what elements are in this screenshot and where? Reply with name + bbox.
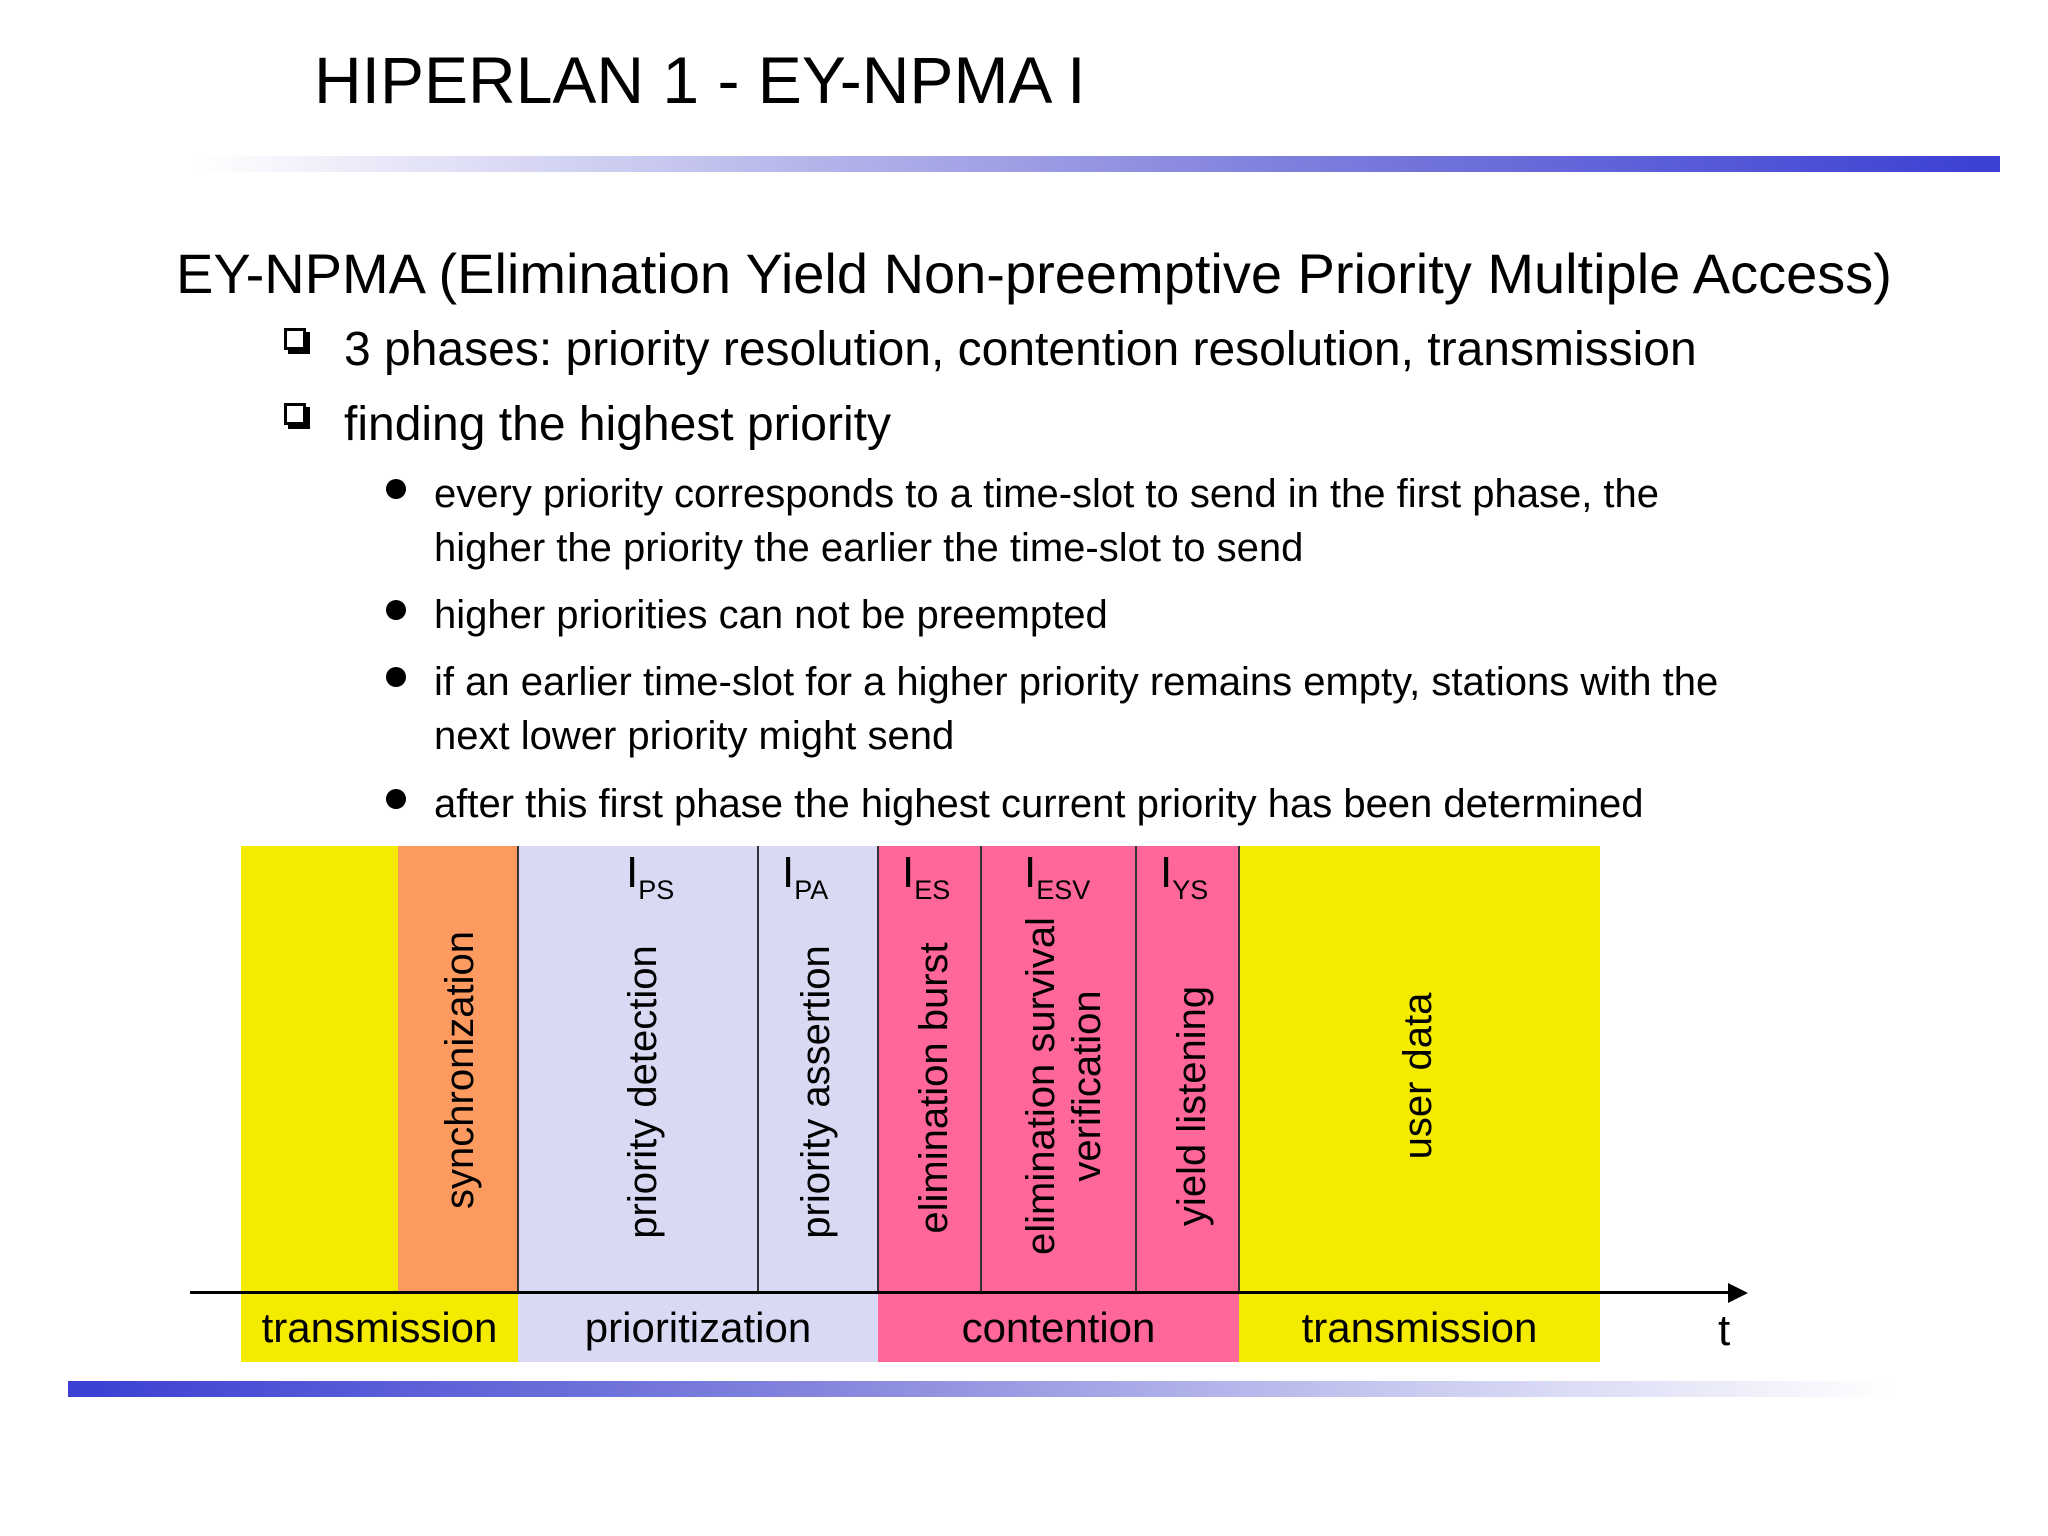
- group-contention: contention: [878, 1294, 1239, 1362]
- title-underline-bar: [196, 156, 2000, 172]
- label-priority-assertion: priority assertion: [794, 945, 838, 1239]
- slide-title: HIPERLAN 1 - EY-NPMA I: [314, 43, 1086, 117]
- interval-symbol-ips: $I_{PS}$: [626, 848, 675, 905]
- time-axis-line: [190, 1291, 1732, 1294]
- phase-divider: [877, 846, 879, 1292]
- bullet-box-icon: [284, 403, 306, 425]
- bullet-phases: 3 phases: priority resolution, contention resolution, transmission: [344, 323, 1697, 376]
- label-elimination-burst: elimination burst: [912, 942, 956, 1234]
- main-heading: EY-NPMA (Elimination Yield Non-preemptive Priority Multiple Access): [176, 242, 1892, 305]
- group-transmission: transmission: [241, 1294, 518, 1362]
- label-user-data: user data: [1396, 992, 1440, 1160]
- phase-divider: [1238, 846, 1240, 1292]
- time-axis-label: t: [1718, 1306, 1731, 1355]
- sub-bullet-line: higher priorities can not be preempted: [434, 593, 1108, 637]
- interval-symbol-ipa: $I_{PA}$: [782, 848, 829, 905]
- bullet-dot-icon: [386, 667, 406, 687]
- label-priority-detection: priority detection: [621, 945, 665, 1239]
- label-elimination-survival-verification: elimination survival verification: [1019, 917, 1109, 1255]
- phase-divider: [517, 846, 519, 1292]
- sub-bullet-line: after this first phase the highest current priority has been determined: [434, 782, 1644, 826]
- bullet-box-icon: [284, 328, 306, 350]
- bullet-dot-icon: [386, 600, 406, 620]
- phase-divider: [1135, 846, 1137, 1292]
- interval-symbol-iesv: $I_{ESV}$: [1024, 848, 1091, 905]
- interval-symbol-iys: $I_{YS}$: [1160, 848, 1209, 905]
- footer-bar: [68, 1381, 1892, 1397]
- label-synchronization: synchronization: [438, 931, 482, 1209]
- group-transmission: transmission: [1239, 1294, 1600, 1362]
- bullet-dot-icon: [386, 479, 406, 499]
- sub-bullet-line: next lower priority might send: [434, 714, 955, 758]
- arrow-right-icon: [1728, 1283, 1748, 1303]
- sub-bullet-line: every priority corresponds to a time-slot to send in the first phase, the: [434, 472, 1660, 516]
- bullet-dot-icon: [386, 789, 406, 809]
- sub-bullet-line: higher the priority the earlier the time-slot to send: [434, 526, 1304, 570]
- phase-divider: [757, 846, 759, 1292]
- phase-transmission-end: [241, 846, 398, 1292]
- label-yield-listening: yield listening: [1170, 985, 1214, 1227]
- group-prioritization: prioritization: [518, 1294, 878, 1362]
- interval-symbol-ies: $I_{ES}$: [902, 848, 951, 905]
- phase-divider: [980, 846, 982, 1292]
- bullet-highest-priority: finding the highest priority: [344, 398, 891, 451]
- sub-bullet-line: if an earlier time-slot for a higher priority remains empty, stations with the: [434, 660, 1719, 704]
